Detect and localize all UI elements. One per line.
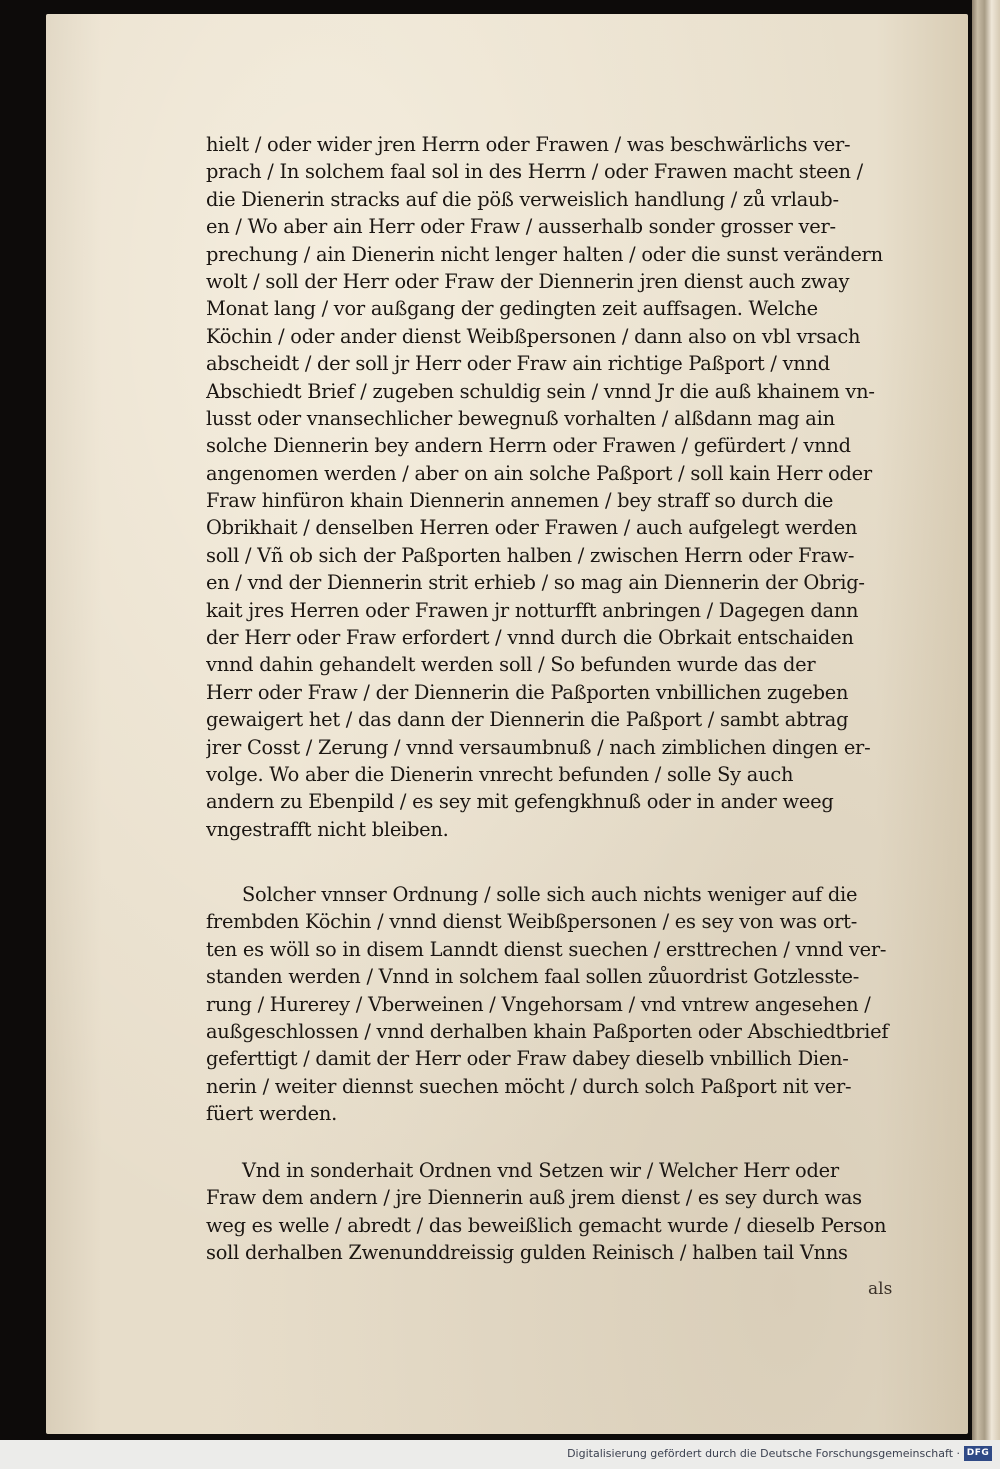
paragraph-2	[206, 881, 916, 1128]
text-line: en / vnd der Diennerin strit erhieb / so mag ain Diennerin der Obrig-	[206, 571, 865, 595]
text-line: Obrikhait / denselben Herren oder Frawen / auch aufgelegt werden	[206, 516, 858, 540]
footer-bar	[0, 1440, 1000, 1469]
text-line: weg es welle / abredt / das beweißlich gemacht wurde / dieselb Person	[206, 1213, 887, 1237]
text-line: vnnd dahin gehandelt werden soll / So befunden wurde das der	[206, 653, 816, 677]
text-line: außgeschlossen / vnnd derhalben khain Paßporten oder Abschiedtbrief	[206, 1019, 889, 1043]
text-line: kait jres Herren oder Frawen jr notturfft anbringen / Dagegen dann	[206, 598, 859, 622]
text-line: wolt / soll der Herr oder Fraw der Diennerin jren dienst auch zway	[206, 269, 850, 293]
text-line: en / Wo aber ain Herr oder Fraw / ausserhalb sonder grosser ver-	[206, 215, 836, 239]
paragraph-3	[206, 1157, 916, 1267]
text-line: volge. Wo aber die Dienerin vnrecht befunden / solle Sy auch	[206, 762, 794, 786]
text-line: ten es wöll so in disem Lanndt dienst suechen / ersttrechen / vnnd ver-	[206, 937, 887, 961]
catchword: als	[868, 1279, 893, 1299]
text-line: rung / Hurerey / Vberweinen / Vngehorsam / vnd vntrew angesehen /	[206, 992, 871, 1016]
text-line: Solcher vnnser Ordnung / solle sich auch nichts weniger auf die	[242, 883, 858, 906]
text-line: der Herr oder Fraw erfordert / vnnd durch die Obrkait entschaiden	[206, 626, 854, 650]
text-line: nerin / weiter diennst suechen möcht / durch solch Paßport nit ver-	[206, 1074, 852, 1098]
text-line: Monat lang / vor außgang der gedingten zeit auffsagen. Welche	[206, 297, 818, 321]
text-line: Abschiedt Brief / zugeben schuldig sein / vnnd Jr die auß khainem vn-	[206, 379, 875, 403]
book-page-edges	[972, 0, 1000, 1440]
text-line: hielt / oder wider jren Herrn oder Frawen / was beschwärlichs ver-	[206, 133, 851, 156]
text-line: soll derhalben Zwenunddreissig gulden Reinisch / halben tail Vnns	[206, 1241, 848, 1265]
text-line: Vnd in sonderhait Ordnen vnd Setzen wir / Welcher Herr oder	[242, 1159, 839, 1182]
text-line: frembden Köchin / vnnd dienst Weibßpersonen / es sey von was ort-	[206, 910, 858, 934]
text-line: Fraw hinfüron khain Diennerin annemen / bey straff so durch die	[206, 489, 834, 513]
text-line: geferttigt / damit der Herr oder Fraw dabey dieselb vnbillich Dien-	[206, 1047, 849, 1071]
text-line: jrer Cosst / Zerung / vnnd versaumbnuß / nach zimblichen dingen er-	[206, 735, 871, 759]
text-line: abscheidt / der soll jr Herr oder Fraw ain richtige Paßport / vnnd	[206, 352, 830, 376]
text-line: lusst oder vnansechlicher bewegnuß vorhalten / alßdann mag ain	[206, 406, 835, 430]
text-line: prechung / ain Dienerin nicht lenger halten / oder die sunst verändern	[206, 242, 883, 266]
text-line: standen werden / Vnnd in solchem faal sollen zůuordrist Gotzlesste-	[206, 965, 860, 989]
text-line: angenomen werden / aber on ain solche Paßport / soll kain Herr oder	[206, 461, 872, 485]
paragraph-1	[206, 131, 916, 843]
text-line: soll / Vñ ob sich der Paßporten halben / zwischen Herrn oder Fraw-	[206, 543, 855, 567]
dfg-logo: DFG	[964, 1446, 992, 1461]
funding-credit: Digitalisierung gefördert durch die Deutsche Forschungsgemeinschaft ·	[567, 1447, 960, 1460]
text-line: prach / In solchem faal sol in des Herrn / oder Frawen macht steen /	[206, 160, 863, 184]
text-line: Fraw dem andern / jre Diennerin auß jrem dienst / es sey durch was	[206, 1186, 862, 1210]
text-line: andern zu Ebenpild / es sey mit gefengkhnuß oder in ander weeg	[206, 790, 834, 814]
text-line: solche Diennerin bey andern Herrn oder Frawen / gefürdert / vnnd	[206, 434, 851, 458]
text-line: füert werden.	[206, 1102, 337, 1126]
text-line: Herr oder Fraw / der Diennerin die Paßporten vnbillichen zugeben	[206, 680, 849, 704]
text-line: vngestrafft nicht bleiben.	[206, 817, 449, 841]
text-line: Köchin / oder ander dienst Weibßpersonen / dann also on vbl vrsach	[206, 324, 861, 348]
text-line: die Dienerin stracks auf die pöß verweislich handlung / zů vrlaub-	[206, 187, 839, 211]
text-line: gewaigert het / das dann der Diennerin die Paßport / sambt abtrag	[206, 708, 849, 732]
